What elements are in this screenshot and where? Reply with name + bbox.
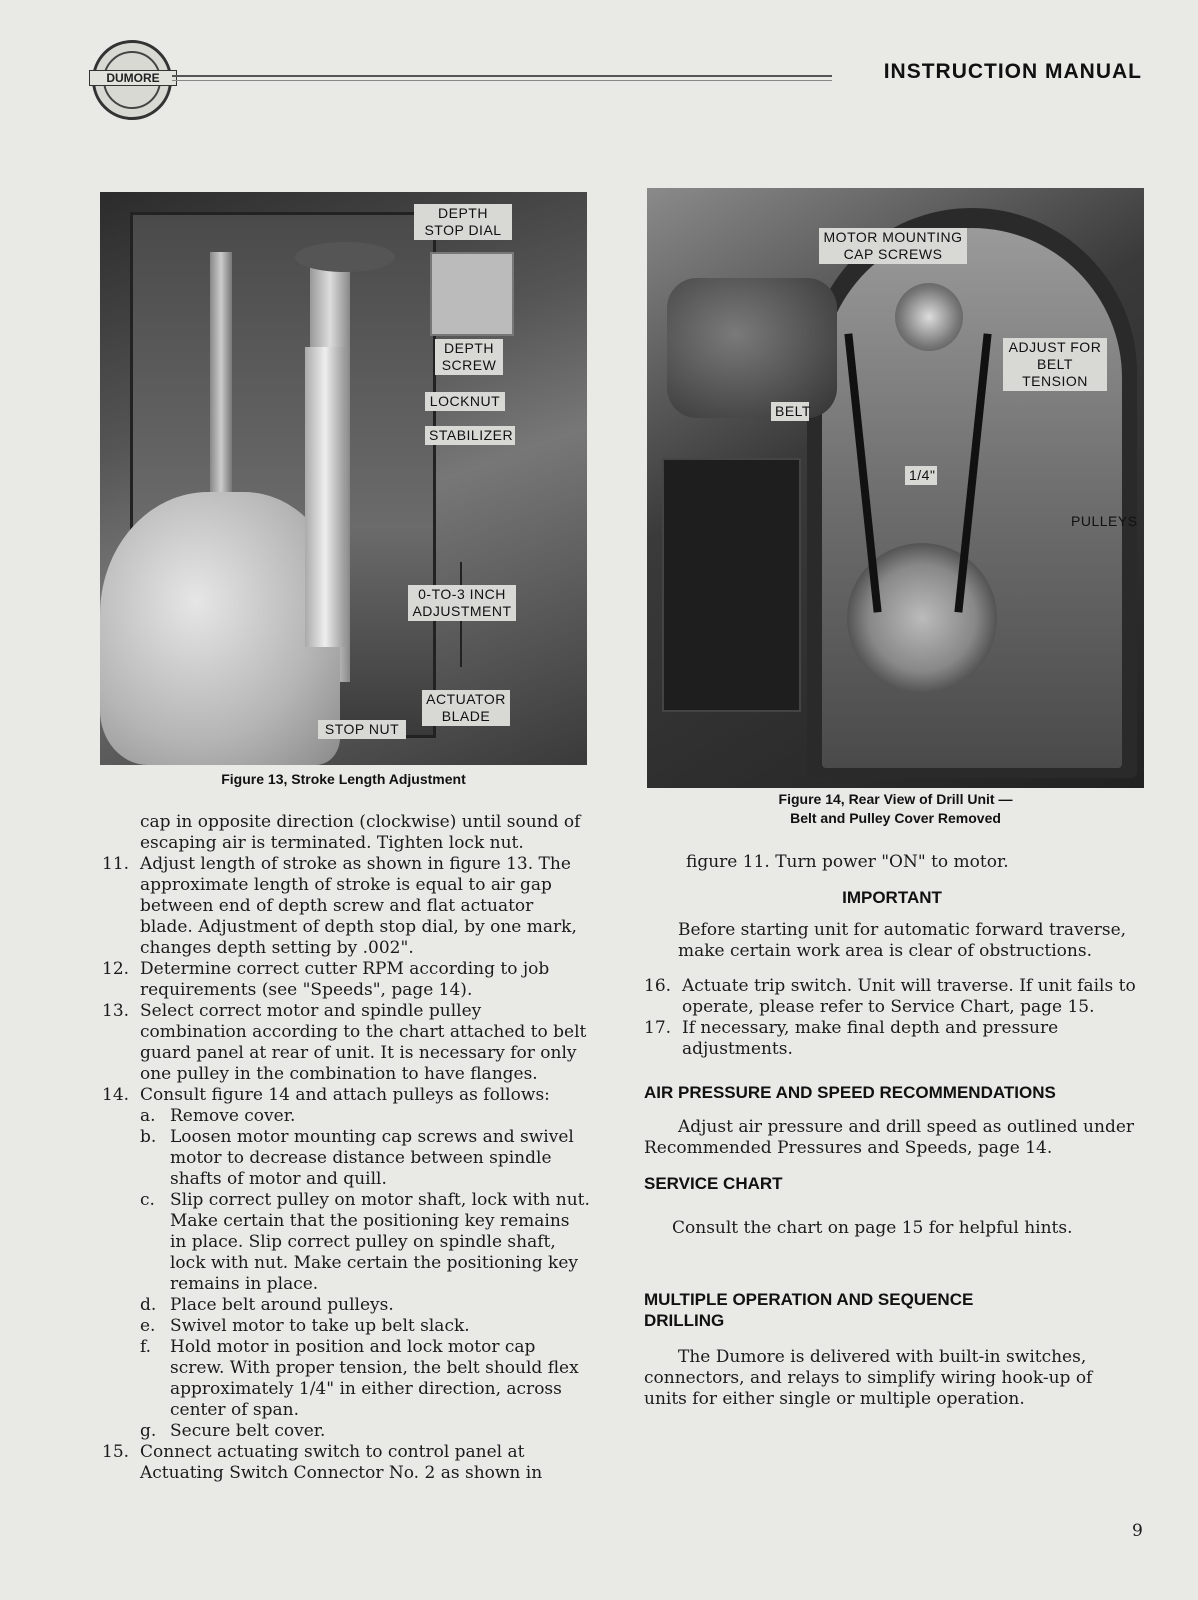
step-13: [102, 1001, 590, 1085]
callout-stroke-adjustment: 0-TO-3 INCH ADJUSTMENT: [408, 585, 516, 621]
substep-e: [140, 1316, 590, 1337]
continued-paragraph: cap in opposite direction (clockwise) until sound of escaping air is terminated. Tighten lock nut.: [140, 812, 581, 853]
page-header: [0, 0, 1198, 130]
step-14: [102, 1085, 590, 1106]
page-number: 9: [1132, 1521, 1143, 1541]
multiple-operation-text: The Dumore is delivered with built-in switches, connectors, and relays to simplify wiring hook-up of units for either single or multiple operation.: [644, 1347, 1093, 1409]
substep-text: Loosen motor mounting cap screws and swivel motor to decrease distance between spindle shafts of motor and quill.: [170, 1127, 574, 1189]
substep-text: Place belt around pulleys.: [170, 1295, 394, 1315]
substep-f: [140, 1337, 590, 1421]
service-chart-heading: SERVICE CHART: [644, 1174, 783, 1193]
step-17: [644, 1018, 1140, 1060]
callout-quarter-inch: 1/4": [905, 466, 937, 485]
callout-motor-mounting-cap-screws: MOTOR MOUNTING CAP SCREWS: [819, 228, 967, 264]
header-rule-thin: [172, 80, 832, 81]
callout-locknut: LOCKNUT: [425, 392, 505, 411]
step-text: Consult figure 14 and attach pulleys as follows:: [140, 1085, 550, 1105]
callout-stabilizer: STABILIZER: [425, 426, 515, 445]
step-15: [102, 1442, 590, 1484]
motor: [667, 278, 837, 418]
step-text: Select correct motor and spindle pulley combination according to the chart attached to belt guard panel at rear of unit. It is necessary for only one pulley in the combination to have flanges.: [140, 1001, 587, 1084]
callout-stop-nut: STOP NUT: [318, 720, 406, 739]
figure-13-photo: [100, 192, 587, 765]
multiple-operation-heading: MULTIPLE OPERATION AND SEQUENCE DRILLING: [644, 1290, 974, 1330]
figure-14-photo: [647, 188, 1144, 788]
bracket-plate: [430, 252, 514, 336]
actuator-blade-rod: [305, 347, 345, 647]
substep-text: Remove cover.: [170, 1106, 296, 1126]
substep-text: Secure belt cover.: [170, 1421, 326, 1441]
logo-text: DUMORE: [89, 70, 177, 86]
step-text: Determine correct cutter RPM according to job requirements (see "Speeds", page 14).: [140, 959, 550, 1000]
depth-stop-dial: [295, 242, 395, 272]
manual-title: INSTRUCTION MANUAL: [883, 60, 1142, 83]
substep-b: [140, 1127, 590, 1190]
substep-letter: c.: [140, 1190, 155, 1210]
substep-letter: f.: [140, 1337, 152, 1357]
substep-d: [140, 1295, 590, 1316]
step-16: [644, 976, 1140, 1018]
step-number: 16.: [644, 976, 672, 996]
substep-text: Slip correct pulley on motor shaft, lock with nut. Make certain that the positioning key remains in place. Slip correct pulley on spindle shaft, lock with nut. Make certain the positioning key remains in place.: [170, 1190, 590, 1294]
substep-c: [140, 1190, 590, 1295]
step-text: Adjust length of stroke as shown in figure 13. The approximate length of stroke is equal to air gap between end of depth screw and flat actuator blade. Adjustment of depth stop dial, by one mark, changes depth setting by .002".: [140, 854, 577, 958]
step-number: 14.: [102, 1085, 130, 1105]
control-panel: [662, 458, 801, 712]
step-text: If necessary, make final depth and pressure adjustments.: [682, 1018, 1059, 1059]
step-number: 17.: [644, 1018, 672, 1038]
substep-g: [140, 1421, 590, 1442]
step-number: 12.: [102, 959, 130, 979]
substep-letter: g.: [140, 1421, 157, 1441]
substep-letter: b.: [140, 1127, 157, 1147]
figure-14-caption-line1: Figure 14, Rear View of Drill Unit —: [778, 791, 1013, 807]
important-heading: IMPORTANT: [842, 888, 942, 907]
step-text: Connect actuating switch to control panel at Actuating Switch Connector No. 2 as shown in: [140, 1442, 543, 1483]
hand: [100, 492, 340, 765]
header-rule: [172, 75, 832, 77]
callout-depth-stop-dial: DEPTH STOP DIAL: [414, 204, 512, 240]
substep-text: Hold motor in position and lock motor cap screw. With proper tension, the belt should flex approximately 1/4" in either direction, across center of span.: [170, 1337, 579, 1420]
step-12: [102, 959, 590, 1001]
callout-depth-screw: DEPTH SCREW: [435, 339, 503, 375]
step-text: Actuate trip switch. Unit will traverse. If unit fails to operate, please refer to Service Chart, page 15.: [682, 976, 1136, 1017]
substep-letter: a.: [140, 1106, 156, 1126]
step-number: 15.: [102, 1442, 130, 1462]
air-pressure-heading: AIR PRESSURE AND SPEED RECOMMENDATIONS: [644, 1083, 1056, 1102]
motor-pulley: [895, 283, 963, 351]
air-pressure-text: Adjust air pressure and drill speed as outlined under Recommended Pressures and Speeds, page 14.: [644, 1117, 1135, 1158]
substep-letter: e.: [140, 1316, 156, 1336]
substep-a: [140, 1106, 590, 1127]
figure-13-caption: Figure 13, Stroke Length Adjustment: [221, 771, 466, 787]
figure-14-caption: [647, 790, 1144, 828]
figure-14-caption-line2: Belt and Pulley Cover Removed: [790, 810, 1001, 826]
callout-belt: BELT: [771, 402, 809, 421]
dumore-logo: [92, 40, 172, 120]
step-number: 11.: [102, 854, 130, 874]
continued-paragraph: figure 11. Turn power "ON" to motor.: [686, 852, 1009, 872]
guide-rod: [210, 252, 232, 502]
service-chart-text: Consult the chart on page 15 for helpful hints.: [672, 1218, 1073, 1238]
callout-pulleys: PULLEYS: [1071, 513, 1138, 529]
callout-actuator-blade: ACTUATOR BLADE: [422, 690, 510, 726]
left-column: [102, 812, 590, 1484]
substep-text: Swivel motor to take up belt slack.: [170, 1316, 470, 1336]
substep-list: [102, 1106, 590, 1442]
substep-letter: d.: [140, 1295, 157, 1315]
step-number: 13.: [102, 1001, 130, 1021]
important-text: Before starting unit for automatic forward traverse, make certain work area is clear of obstructions.: [678, 920, 1127, 961]
step-11: [102, 854, 590, 959]
callout-adjust-for-belt-tension: ADJUST FOR BELT TENSION: [1003, 338, 1107, 391]
right-column: [644, 852, 1140, 1410]
